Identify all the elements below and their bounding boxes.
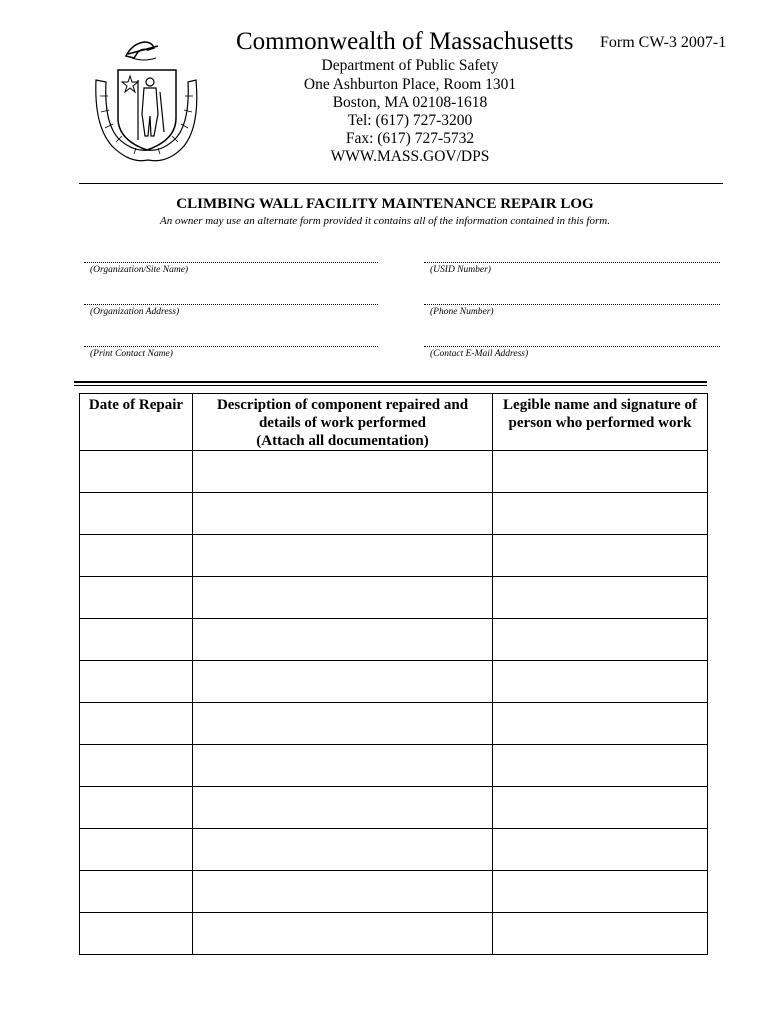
department-name: Department of Public Safety xyxy=(321,57,499,74)
table-row xyxy=(80,787,708,829)
usid-field[interactable] xyxy=(424,262,720,263)
table-row xyxy=(80,829,708,871)
date-cell[interactable] xyxy=(80,745,193,787)
table-row xyxy=(80,535,708,577)
description-cell[interactable] xyxy=(193,661,493,703)
signature-cell[interactable] xyxy=(493,913,708,955)
agency-title: Commonwealth of Massachusetts xyxy=(236,28,574,55)
state-seal-icon xyxy=(88,36,200,164)
header-description-line: details of work performed xyxy=(258,415,427,431)
signature-cell[interactable] xyxy=(493,871,708,913)
header-description-line: Description of component repaired and xyxy=(216,397,469,413)
website: WWW.MASS.GOV/DPS xyxy=(330,148,490,165)
date-cell[interactable] xyxy=(80,871,193,913)
contact-email-field[interactable] xyxy=(424,346,720,347)
table-row xyxy=(80,871,708,913)
table-header-row xyxy=(80,394,708,451)
signature-cell[interactable] xyxy=(493,787,708,829)
description-cell[interactable] xyxy=(193,745,493,787)
description-cell[interactable] xyxy=(193,787,493,829)
description-cell[interactable] xyxy=(193,535,493,577)
description-cell[interactable] xyxy=(193,577,493,619)
city-state-zip: Boston, MA 02108-1618 xyxy=(332,94,488,111)
telephone: Tel: (617) 727-3200 xyxy=(347,112,473,129)
form-subtitle: An owner may use an alternate form provided it contains all of the information contained in this form. xyxy=(160,215,610,227)
description-cell[interactable] xyxy=(193,451,493,493)
header-description xyxy=(193,394,493,451)
signature-cell[interactable] xyxy=(493,451,708,493)
date-cell[interactable] xyxy=(80,661,193,703)
date-cell[interactable] xyxy=(80,829,193,871)
org-address-field[interactable] xyxy=(84,304,378,305)
header-performed-by-line: Legible name and signature of xyxy=(503,397,697,413)
phone-caption: (Phone Number) xyxy=(430,307,494,317)
fax: Fax: (617) 727-5732 xyxy=(345,130,475,147)
form-title: CLIMBING WALL FACILITY MAINTENANCE REPAIR LOG xyxy=(176,196,594,212)
street-address: One Ashburton Place, Room 1301 xyxy=(303,76,517,93)
table-row xyxy=(80,577,708,619)
signature-cell[interactable] xyxy=(493,619,708,661)
org-name-field[interactable] xyxy=(84,262,378,263)
date-cell[interactable] xyxy=(80,577,193,619)
contact-name-caption: (Print Contact Name) xyxy=(90,349,173,359)
table-row xyxy=(80,913,708,955)
header-performed-by-line: person who performed work xyxy=(508,415,692,431)
table-row xyxy=(80,451,708,493)
table-row xyxy=(80,619,708,661)
signature-cell[interactable] xyxy=(493,703,708,745)
date-cell[interactable] xyxy=(80,493,193,535)
contact-name-field[interactable] xyxy=(84,346,378,347)
phone-field[interactable] xyxy=(424,304,720,305)
signature-cell[interactable] xyxy=(493,577,708,619)
description-cell[interactable] xyxy=(193,493,493,535)
signature-cell[interactable] xyxy=(493,829,708,871)
signature-cell[interactable] xyxy=(493,493,708,535)
signature-cell[interactable] xyxy=(493,535,708,577)
header-divider xyxy=(79,183,723,184)
signature-cell[interactable] xyxy=(493,661,708,703)
contact-email-caption: (Contact E-Mail Address) xyxy=(430,349,529,359)
usid-caption: (USID Number) xyxy=(430,265,491,275)
org-address-caption: (Organization Address) xyxy=(90,307,180,317)
description-cell[interactable] xyxy=(193,703,493,745)
description-cell[interactable] xyxy=(193,829,493,871)
date-cell[interactable] xyxy=(80,451,193,493)
table-divider-top xyxy=(74,381,707,383)
org-name-caption: (Organization/Site Name) xyxy=(90,265,189,275)
description-cell[interactable] xyxy=(193,619,493,661)
date-cell[interactable] xyxy=(80,619,193,661)
table-divider-bottom xyxy=(74,385,707,386)
table-row xyxy=(80,745,708,787)
form-id: Form CW-3 2007-1 xyxy=(600,34,727,51)
date-cell[interactable] xyxy=(80,535,193,577)
date-cell[interactable] xyxy=(80,913,193,955)
header-performed-by xyxy=(493,394,708,451)
table-row xyxy=(80,493,708,535)
table-row xyxy=(80,703,708,745)
signature-cell[interactable] xyxy=(493,745,708,787)
description-cell[interactable] xyxy=(193,913,493,955)
date-cell[interactable] xyxy=(80,703,193,745)
description-cell[interactable] xyxy=(193,871,493,913)
date-cell[interactable] xyxy=(80,787,193,829)
header-date-of-repair: Date of Repair xyxy=(80,394,193,451)
repair-log-table xyxy=(79,393,708,955)
header-description-line: (Attach all documentation) xyxy=(256,433,429,449)
table-row xyxy=(80,661,708,703)
